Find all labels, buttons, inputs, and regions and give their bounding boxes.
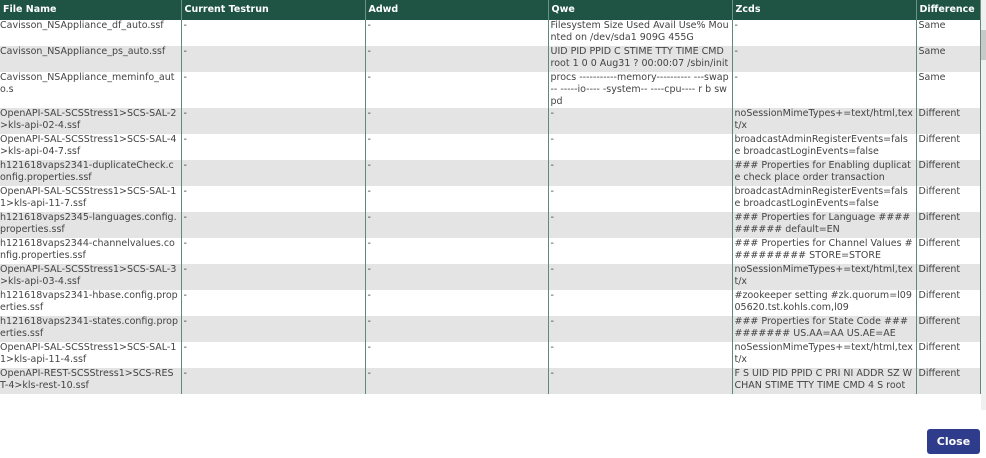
cell-adwd: -	[365, 72, 548, 108]
cell-current-testrun: -	[181, 342, 365, 368]
cell-qwe: -	[548, 134, 732, 160]
cell-difference: Different	[916, 212, 980, 238]
cell-file-name: OpenAPI-REST-SCSStress1>SCS-REST-4>kls-rest-10.ssf	[0, 368, 181, 394]
close-button[interactable]: Close	[927, 429, 980, 454]
table-row[interactable]	[0, 134, 980, 160]
cell-difference: Different	[916, 368, 980, 394]
cell-difference: Different	[916, 160, 980, 186]
cell-current-testrun: -	[181, 264, 365, 290]
column-header-zcds[interactable]: Zcds	[732, 0, 916, 20]
cell-difference: Different	[916, 342, 980, 368]
cell-adwd: -	[365, 160, 548, 186]
cell-qwe: -	[548, 212, 732, 238]
scrollbar-thumb[interactable]	[981, 30, 986, 60]
cell-zcds: ### Properties for State Code ########## US.AA=AA US.AE=AE	[732, 316, 916, 342]
cell-difference: Different	[916, 108, 980, 134]
cell-file-name: Cavisson_NSAppliance_meminfo_auto.s	[0, 72, 181, 108]
cell-qwe: -	[548, 186, 732, 212]
cell-adwd: -	[365, 368, 548, 394]
cell-adwd: -	[365, 186, 548, 212]
cell-zcds: #zookeeper setting #zk.quorum=l0905620.tst.kohls.com,l09	[732, 290, 916, 316]
table-row[interactable]	[0, 342, 980, 368]
cell-zcds: noSessionMimeTypes+=text/html,text/x	[732, 342, 916, 368]
cell-difference: Different	[916, 264, 980, 290]
column-header-qwe[interactable]: Qwe	[548, 0, 732, 20]
cell-zcds: -	[732, 20, 916, 46]
cell-file-name: Cavisson_NSAppliance_ps_auto.ssf	[0, 46, 181, 72]
table-row[interactable]	[0, 46, 980, 72]
cell-qwe: UID PID PPID C STIME TTY TIME CMD root 1 0 0 Aug31 ? 00:00:07 /sbin/init	[548, 46, 732, 72]
cell-adwd: -	[365, 108, 548, 134]
cell-qwe: -	[548, 368, 732, 394]
cell-adwd: -	[365, 238, 548, 264]
cell-adwd: -	[365, 290, 548, 316]
cell-zcds: broadcastAdminRegisterEvents=false broadcastLoginEvents=false	[732, 134, 916, 160]
cell-zcds: -	[732, 46, 916, 72]
column-header-current-testrun[interactable]: Current Testrun	[181, 0, 365, 20]
table-body	[0, 20, 980, 394]
table-row[interactable]	[0, 368, 980, 394]
cell-current-testrun: -	[181, 316, 365, 342]
cell-current-testrun: -	[181, 72, 365, 108]
cell-difference: Different	[916, 134, 980, 160]
cell-file-name: h121618vaps2341-duplicateCheck.config.properties.ssf	[0, 160, 181, 186]
cell-current-testrun: -	[181, 134, 365, 160]
cell-current-testrun: -	[181, 160, 365, 186]
cell-qwe: -	[548, 108, 732, 134]
column-header-difference[interactable]: Difference	[916, 0, 980, 20]
cell-qwe: -	[548, 316, 732, 342]
cell-file-name: OpenAPI-SAL-SCSStress1>SCS-SAL-4>kls-api-04-7.ssf	[0, 134, 181, 160]
cell-file-name: OpenAPI-SAL-SCSStress1>SCS-SAL-2>kls-api-02-4.ssf	[0, 108, 181, 134]
cell-difference: Different	[916, 316, 980, 342]
cell-zcds: broadcastAdminRegisterEvents=false broadcastLoginEvents=false	[732, 186, 916, 212]
cell-current-testrun: -	[181, 212, 365, 238]
cell-file-name: h121618vaps2341-hbase.config.properties.ssf	[0, 290, 181, 316]
cell-qwe: Filesystem Size Used Avail Use% Mounted on /dev/sda1 909G 455G	[548, 20, 732, 46]
column-header-file-name[interactable]: File Name	[0, 0, 181, 20]
cell-file-name: OpenAPI-SAL-SCSStress1>SCS-SAL-3>kls-api-03-4.ssf	[0, 264, 181, 290]
table-row[interactable]	[0, 20, 980, 46]
table-row[interactable]	[0, 72, 980, 108]
cell-file-name: OpenAPI-SAL-SCSStress1>SCS-SAL-11>kls-api-11-7.ssf	[0, 186, 181, 212]
cell-qwe: -	[548, 264, 732, 290]
cell-adwd: -	[365, 134, 548, 160]
table-row[interactable]	[0, 108, 980, 134]
cell-zcds: ### Properties for Language ########## default=EN	[732, 212, 916, 238]
table-row[interactable]	[0, 316, 980, 342]
table-row[interactable]	[0, 160, 980, 186]
cell-current-testrun: -	[181, 238, 365, 264]
cell-zcds: ### Properties for Channel Values ########## STORE=STORE	[732, 238, 916, 264]
cell-qwe: -	[548, 160, 732, 186]
cell-file-name: Cavisson_NSAppliance_df_auto.ssf	[0, 20, 181, 46]
table-row[interactable]	[0, 264, 980, 290]
cell-zcds: F S UID PID PPID C PRI NI ADDR SZ WCHAN STIME TTY TIME CMD 4 S root	[732, 368, 916, 394]
cell-current-testrun: -	[181, 186, 365, 212]
cell-adwd: -	[365, 342, 548, 368]
cell-difference: Different	[916, 290, 980, 316]
cell-zcds: -	[732, 72, 916, 108]
table-header-row	[0, 0, 980, 20]
cell-qwe: procs -----------memory---------- ---swap-- -----io---- -system-- ----cpu---- r b swpd	[548, 72, 732, 108]
cell-file-name: h121618vaps2345-languages.config.properties.ssf	[0, 212, 181, 238]
cell-file-name: h121618vaps2341-states.config.properties.ssf	[0, 316, 181, 342]
cell-zcds: noSessionMimeTypes+=text/html,text/x	[732, 108, 916, 134]
table-row[interactable]	[0, 238, 980, 264]
cell-difference: Same	[916, 72, 980, 108]
cell-difference: Same	[916, 46, 980, 72]
cell-difference: Different	[916, 186, 980, 212]
cell-adwd: -	[365, 46, 548, 72]
cell-qwe: -	[548, 342, 732, 368]
cell-current-testrun: -	[181, 290, 365, 316]
cell-file-name: h121618vaps2344-channelvalues.config.properties.ssf	[0, 238, 181, 264]
cell-adwd: -	[365, 20, 548, 46]
cell-current-testrun: -	[181, 108, 365, 134]
vertical-scrollbar[interactable]	[981, 0, 986, 410]
cell-zcds: noSessionMimeTypes+=text/html,text/x	[732, 264, 916, 290]
cell-adwd: -	[365, 264, 548, 290]
cell-current-testrun: -	[181, 20, 365, 46]
cell-adwd: -	[365, 212, 548, 238]
table-row[interactable]	[0, 212, 980, 238]
cell-adwd: -	[365, 316, 548, 342]
cell-qwe: -	[548, 238, 732, 264]
cell-current-testrun: -	[181, 368, 365, 394]
table-row[interactable]	[0, 290, 980, 316]
column-header-adwd[interactable]: Adwd	[365, 0, 548, 20]
cell-difference: Different	[916, 238, 980, 264]
table-row[interactable]	[0, 186, 980, 212]
cell-zcds: ### Properties for Enabling duplicate check place order transaction	[732, 160, 916, 186]
cell-current-testrun: -	[181, 46, 365, 72]
cell-qwe: -	[548, 290, 732, 316]
cell-difference: Same	[916, 20, 980, 46]
cell-file-name: OpenAPI-SAL-SCSStress1>SCS-SAL-11>kls-api-11-4.ssf	[0, 342, 181, 368]
